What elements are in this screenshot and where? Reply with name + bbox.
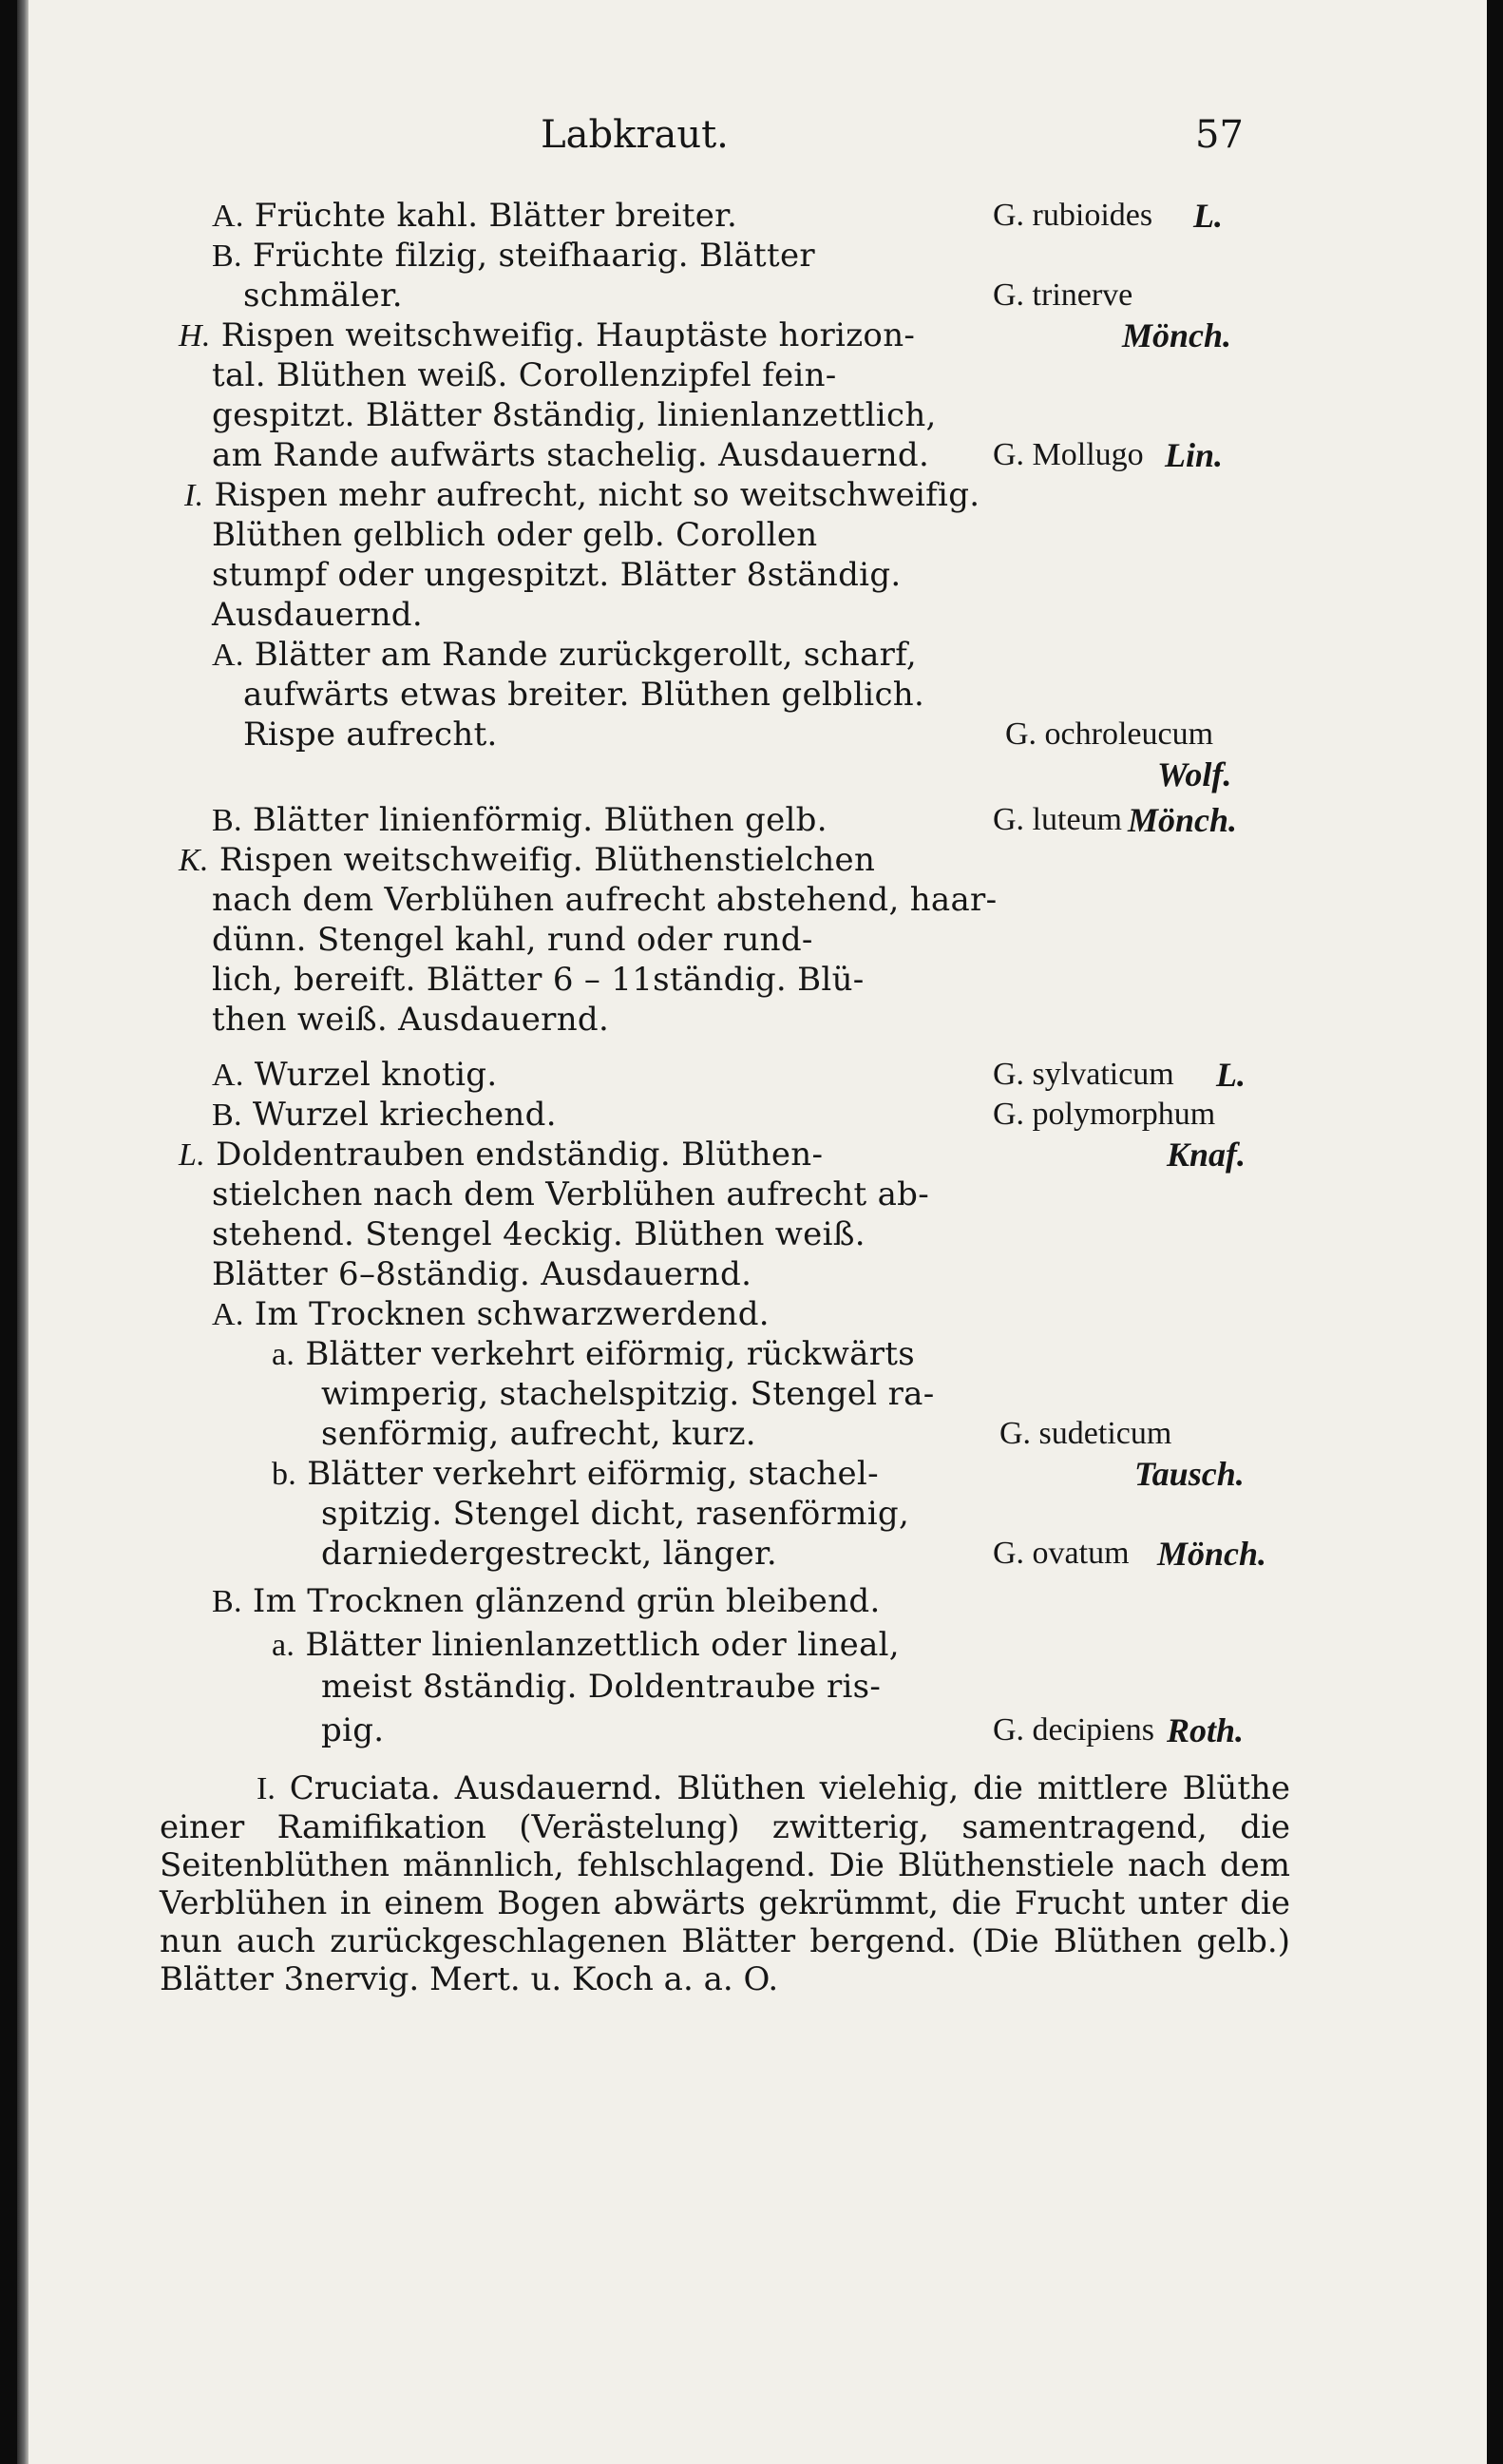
species-name: G. luteum <box>993 802 1122 837</box>
entry-text: Blätter linienlanzettlich oder lineal, <box>305 1626 900 1664</box>
entry-line <box>212 801 828 840</box>
entry-marker: A. <box>212 1058 244 1093</box>
species-name: G. decipiens <box>993 1712 1154 1748</box>
entry-text: Früchte kahl. Blätter breiter. <box>254 197 738 235</box>
book-page <box>17 0 1487 2464</box>
entry-text: darniedergestreckt, länger. <box>321 1535 777 1573</box>
entry-line <box>179 316 915 355</box>
species-name: G. trinerve <box>993 277 1133 313</box>
entry-marker: B. <box>212 1584 242 1619</box>
entry-text: wimperig, stachelspitzig. Stengel ra- <box>321 1375 935 1413</box>
entry-text: nach dem Verblühen aufrecht abstehend, haar- <box>212 881 998 919</box>
species-name: G. sudeticum <box>999 1416 1172 1451</box>
species-author: Mönch. <box>1157 1535 1267 1573</box>
entry-line <box>272 1455 879 1494</box>
entry-text: Doldentrauben endständig. Blüthen- <box>216 1136 824 1174</box>
entry-line <box>212 636 917 675</box>
entry-text: senförmig, aufrecht, kurz. <box>321 1415 756 1453</box>
species-author: Wolf. <box>1157 755 1232 793</box>
entry-text: meist 8ständig. Doldentraube ris- <box>321 1668 882 1706</box>
entry-marker: a. <box>272 1337 295 1372</box>
species-author: Knaf. <box>1167 1136 1246 1174</box>
entry-marker: A. <box>212 638 244 673</box>
entry-line <box>212 1582 881 1621</box>
entry-text: Rispen mehr aufrecht, nicht so weitschweifig. <box>214 476 980 514</box>
entry-text: stehend. Stengel 4eckig. Blüthen weiß. <box>212 1215 866 1253</box>
entry-marker: K. <box>179 843 209 878</box>
entry-text: Blätter am Rande zurückgerollt, scharf, <box>254 636 917 674</box>
species-name: G. rubioides <box>993 198 1153 233</box>
entry-line <box>184 476 980 515</box>
cruciata-paragraph <box>160 1769 1290 1998</box>
entry-text: tal. Blüthen weiß. Corollenzipfel fein- <box>212 356 837 394</box>
species-name: G. ochroleucum <box>1005 716 1214 752</box>
species-author: Roth. <box>1167 1711 1245 1749</box>
page-edge-shadow <box>17 0 29 2464</box>
entry-text: aufwärts etwas breiter. Blüthen gelblich. <box>243 676 925 714</box>
entry-marker: L. <box>179 1137 206 1173</box>
section-marker: I. <box>257 1771 276 1806</box>
entry-marker: B. <box>212 803 242 838</box>
entry-text: pig. <box>321 1711 385 1749</box>
entry-text: dünn. Stengel kahl, rund oder rund- <box>212 921 813 959</box>
entry-text: Rispen weitschweifig. Hauptäste horizon- <box>220 316 916 354</box>
page-number: 57 <box>1195 113 1244 157</box>
running-title: Labkraut. <box>541 113 729 157</box>
entry-marker: A. <box>212 1297 244 1332</box>
entry-line <box>272 1335 915 1374</box>
entry-marker: B. <box>212 1098 242 1133</box>
species-author: L. <box>1216 1056 1246 1094</box>
entry-marker: a. <box>272 1628 295 1663</box>
entry-marker: A. <box>212 199 244 234</box>
entry-text: lich, bereift. Blätter 6 – 11ständig. Blü- <box>212 961 865 999</box>
species-name: G. polymorphum <box>993 1097 1216 1132</box>
entry-text: Blätter linienförmig. Blüthen gelb. <box>252 801 828 839</box>
entry-line <box>272 1626 900 1665</box>
entry-marker: H. <box>179 318 211 353</box>
species-author: Tausch. <box>1134 1455 1245 1493</box>
species-name: G. ovatum <box>993 1536 1130 1571</box>
entry-text: Blüthen gelblich oder gelb. Corollen <box>212 516 818 554</box>
entry-line <box>212 237 815 276</box>
species-author: Mönch. <box>1128 801 1238 839</box>
entry-text: then weiß. Ausdauernd. <box>212 1001 610 1039</box>
entry-text: stumpf oder ungespitzt. Blätter 8ständig. <box>212 556 902 594</box>
species-name: G. Mollugo <box>993 437 1144 472</box>
entry-line <box>179 1136 823 1175</box>
entry-text: Im Trocknen schwarzwerdend. <box>254 1295 770 1333</box>
entry-marker: B. <box>212 239 242 274</box>
entry-text: Blätter verkehrt eiförmig, rückwärts <box>305 1335 916 1373</box>
entry-text: gespitzt. Blätter 8ständig, linienlanzettlich, <box>212 396 937 434</box>
entry-text: Ausdauernd. <box>212 596 423 634</box>
entry-text: Wurzel knotig. <box>254 1056 498 1094</box>
entry-text: schmäler. <box>243 277 403 315</box>
entry-text: Rispe aufrecht. <box>243 716 498 754</box>
entry-line <box>212 1295 770 1334</box>
entry-line <box>212 1056 497 1095</box>
species-author: Mönch. <box>1122 316 1232 354</box>
entry-marker: b. <box>272 1457 297 1492</box>
entry-text: Rispen weitschweifig. Blüthenstielchen <box>219 841 876 879</box>
entry-text: Früchte filzig, steifhaarig. Blätter <box>252 237 815 275</box>
entry-text: Wurzel kriechend. <box>252 1096 557 1134</box>
entry-text: Im Trocknen glänzend grün bleibend. <box>252 1582 881 1620</box>
entry-text: Blätter verkehrt eiförmig, stachel- <box>307 1455 879 1493</box>
entry-line <box>179 841 875 880</box>
entry-text: Blätter 6–8ständig. Ausdauernd. <box>212 1255 752 1293</box>
entry-line <box>212 1096 557 1135</box>
species-name: G. sylvaticum <box>993 1057 1174 1092</box>
species-author: L. <box>1193 197 1223 235</box>
entry-line <box>212 197 737 236</box>
species-author: Lin. <box>1165 436 1224 474</box>
entry-marker: I. <box>184 478 204 513</box>
entry-text: am Rande aufwärts stachelig. Ausdauernd. <box>212 436 930 474</box>
entry-text: spitzig. Stengel dicht, rasenförmig, <box>321 1495 910 1533</box>
paragraph-text: Cruciata. Ausdauernd. Blüthen vielehig, die mittlere Blüthe einer Ramifikation (Verästelung) zwitterig, samentragend, die Seitenblüthen männlich, fehlschlagend. Die Blüthenstiele nach dem Verblühen in einem Bogen abwärts gekrümmt, die Frucht unter die nun auch zurückgeschlagenen Blätter bergend. (Die Blüthen gelb.) Blätter 3nervig. Mert. u. Koch a. a. O. <box>160 1769 1291 1998</box>
entry-text: stielchen nach dem Verblühen aufrecht ab- <box>212 1175 930 1213</box>
